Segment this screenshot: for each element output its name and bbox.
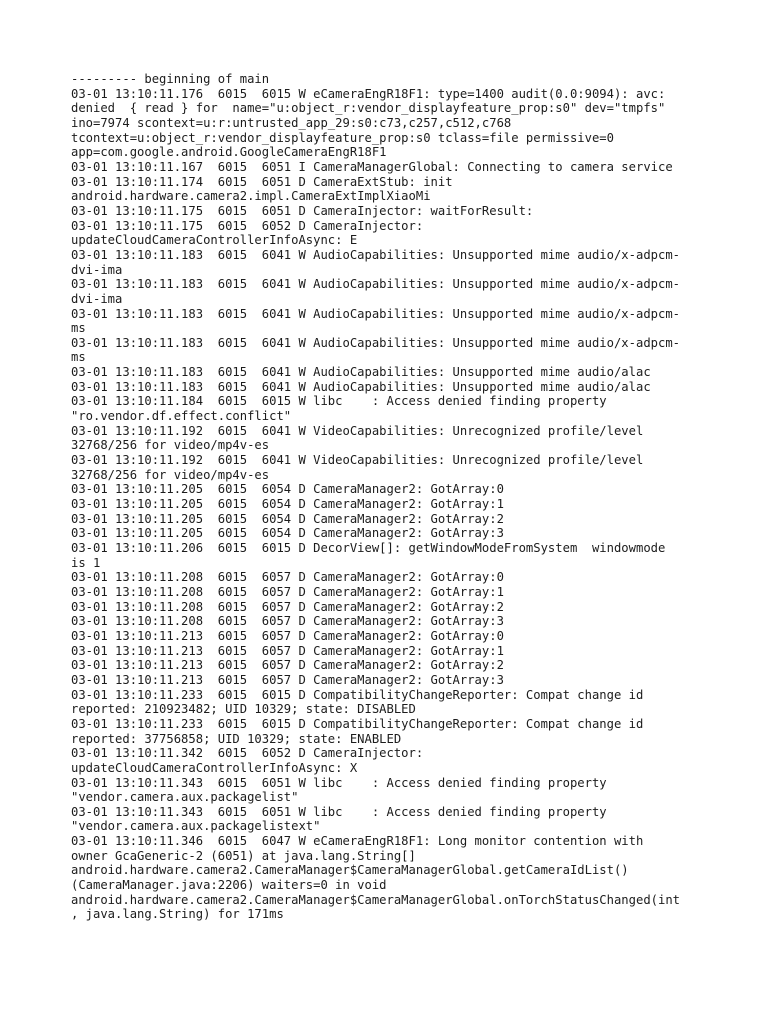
log-line: 03-01 13:10:11.213 6015 6057 D CameraManager2: GotArray:2 — [71, 658, 504, 673]
log-line: reported: 210923482; UID 10329; state: DISABLED — [71, 702, 416, 717]
log-line: 03-01 13:10:11.167 6015 6051 I CameraManagerGlobal: Connecting to camera service — [71, 159, 673, 174]
log-line: 03-01 13:10:11.183 6015 6041 W AudioCapabilities: Unsupported mime audio/x-adpcm- — [71, 335, 681, 350]
log-line: denied { read } for name="u:object_r:vendor_displayfeature_prop:s0" dev="tmpfs" — [71, 101, 666, 116]
log-line: 03-01 13:10:11.342 6015 6052 D CameraInjector: — [71, 746, 424, 761]
log-line: android.hardware.camera2.impl.CameraExtImplXiaoMi — [71, 189, 431, 204]
log-line: app=com.google.android.GoogleCameraEngR18F1 — [71, 145, 387, 160]
log-line: 03-01 13:10:11.205 6015 6054 D CameraManager2: GotArray:0 — [71, 482, 504, 497]
log-line: 03-01 13:10:11.208 6015 6057 D CameraManager2: GotArray:1 — [71, 584, 504, 599]
log-line: 03-01 13:10:11.184 6015 6015 W libc : Access denied finding property — [71, 394, 607, 409]
log-line: dvi-ima — [71, 291, 123, 306]
log-line: 03-01 13:10:11.208 6015 6057 D CameraManager2: GotArray:2 — [71, 599, 504, 614]
log-line: owner GcaGeneric-2 (6051) at java.lang.String[] — [71, 848, 416, 863]
log-line: ms — [71, 321, 86, 336]
log-line: 03-01 13:10:11.205 6015 6054 D CameraManager2: GotArray:3 — [71, 526, 504, 541]
log-line: updateCloudCameraControllerInfoAsync: X — [71, 760, 358, 775]
log-line: 03-01 13:10:11.174 6015 6051 D CameraExtStub: init — [71, 174, 453, 189]
log-line: android.hardware.camera2.CameraManager$CameraManagerGlobal.onTorchStatusChanged(int — [71, 892, 681, 907]
log-line: 03-01 13:10:11.233 6015 6015 D CompatibilityChangeReporter: Compat change id — [71, 716, 644, 731]
log-line: reported: 37756858; UID 10329; state: ENABLED — [71, 731, 402, 746]
log-line: , java.lang.String) for 171ms — [71, 907, 284, 922]
log-line: 03-01 13:10:11.233 6015 6015 D CompatibilityChangeReporter: Compat change id — [71, 687, 644, 702]
log-line: 03-01 13:10:11.183 6015 6041 W AudioCapabilities: Unsupported mime audio/alac — [71, 379, 651, 394]
log-line: 03-01 13:10:11.213 6015 6057 D CameraManager2: GotArray:0 — [71, 628, 504, 643]
log-line: 32768/256 for video/mp4v-es — [71, 438, 270, 453]
log-line: 03-01 13:10:11.346 6015 6047 W eCameraEngR18F1: Long monitor contention with — [71, 834, 644, 849]
log-line: 03-01 13:10:11.213 6015 6057 D CameraManager2: GotArray:3 — [71, 672, 504, 687]
log-line: android.hardware.camera2.CameraManager$CameraManagerGlobal.getCameraIdList() — [71, 863, 629, 878]
log-line: 03-01 13:10:11.208 6015 6057 D CameraManager2: GotArray:0 — [71, 570, 504, 585]
log-output — [71, 72, 711, 922]
log-line: 03-01 13:10:11.183 6015 6041 W AudioCapabilities: Unsupported mime audio/alac — [71, 365, 651, 380]
log-line: 32768/256 for video/mp4v-es — [71, 467, 270, 482]
log-line: 03-01 13:10:11.192 6015 6041 W VideoCapabilities: Unrecognized profile/level — [71, 423, 644, 438]
log-line: ms — [71, 350, 86, 365]
log-line: (CameraManager.java:2206) waiters=0 in void — [71, 878, 387, 893]
log-line: "ro.vendor.df.effect.conflict" — [71, 409, 292, 424]
log-line: 03-01 13:10:11.343 6015 6051 W libc : Access denied finding property — [71, 775, 607, 790]
log-line: 03-01 13:10:11.183 6015 6041 W AudioCapabilities: Unsupported mime audio/x-adpcm- — [71, 306, 681, 321]
log-line: 03-01 13:10:11.213 6015 6057 D CameraManager2: GotArray:1 — [71, 643, 504, 658]
log-line: 03-01 13:10:11.176 6015 6015 W eCameraEngR18F1: type=1400 audit(0.0:9094): avc: — [71, 86, 666, 101]
log-line: 03-01 13:10:11.343 6015 6051 W libc : Access denied finding property — [71, 804, 607, 819]
log-line: 03-01 13:10:11.183 6015 6041 W AudioCapabilities: Unsupported mime audio/x-adpcm- — [71, 277, 681, 292]
log-line: 03-01 13:10:11.175 6015 6051 D CameraInjector: waitForResult: — [71, 203, 534, 218]
log-line: updateCloudCameraControllerInfoAsync: E — [71, 233, 358, 248]
log-line: 03-01 13:10:11.175 6015 6052 D CameraInjector: — [71, 218, 424, 233]
log-line: --------- beginning of main — [71, 72, 270, 86]
log-line: "vendor.camera.aux.packagelist" — [71, 790, 299, 805]
log-line: is 1 — [71, 555, 101, 570]
log-line: tcontext=u:object_r:vendor_displayfeature_prop:s0 tclass=file permissive=0 — [71, 130, 614, 145]
log-line: 03-01 13:10:11.183 6015 6041 W AudioCapabilities: Unsupported mime audio/x-adpcm- — [71, 247, 681, 262]
log-line: "vendor.camera.aux.packagelistext" — [71, 819, 321, 834]
log-line: 03-01 13:10:11.192 6015 6041 W VideoCapabilities: Unrecognized profile/level — [71, 453, 644, 468]
log-line: 03-01 13:10:11.205 6015 6054 D CameraManager2: GotArray:2 — [71, 511, 504, 526]
log-line: 03-01 13:10:11.205 6015 6054 D CameraManager2: GotArray:1 — [71, 497, 504, 512]
log-line: 03-01 13:10:11.208 6015 6057 D CameraManager2: GotArray:3 — [71, 614, 504, 629]
log-line: ino=7974 scontext=u:r:untrusted_app_29:s0:c73,c257,c512,c768 — [71, 115, 512, 130]
log-line: 03-01 13:10:11.206 6015 6015 D DecorView[]: getWindowModeFromSystem windowmode — [71, 541, 666, 555]
log-line: dvi-ima — [71, 262, 123, 277]
